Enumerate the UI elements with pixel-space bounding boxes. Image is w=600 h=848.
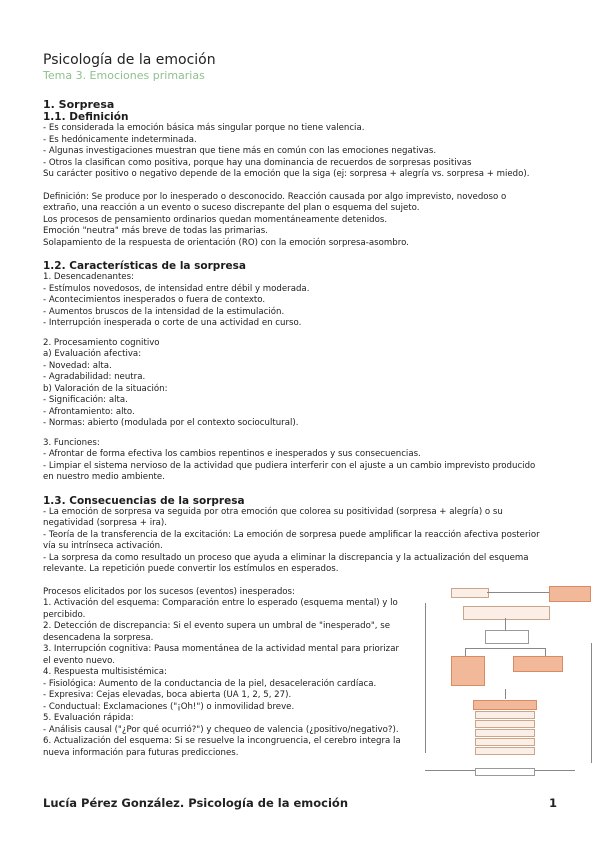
- text-line: - Conductual: Exclamaciones ("¡Oh!") o inmovilidad breve.: [43, 701, 295, 712]
- text-line: 4. Respuesta multisistémica:: [43, 667, 167, 677]
- text-line: 6. Actualización del esquema: Si se resuelve la incongruencia, el cerebro integra la: [43, 736, 401, 746]
- text-line: extraño, una reacción a un evento o suceso discrepante del plan o esquema del sujeto.: [43, 203, 420, 213]
- processes-list: [43, 587, 413, 760]
- text-line: a) Evaluación afectiva:: [43, 349, 142, 359]
- diagram-box: [473, 700, 537, 710]
- diagram-box: [475, 738, 535, 746]
- text-line: 5. Evaluación rápida:: [43, 713, 134, 723]
- text-line: - Limpiar el sistema nervioso de la actividad que pudiera interferir con el ajuste a un cambio imprevisto producido: [43, 460, 536, 471]
- text-line: 2. Detección de discrepancia: Si el evento supera un umbral de "inesperado", se: [43, 621, 391, 631]
- text-line: relevante. La repetición puede convertir los estímulos en esperados.: [43, 564, 339, 574]
- text-line: - La sorpresa da como resultado un proceso que ayuda a eliminar la discrepancia y la actualización del esquema: [43, 552, 529, 563]
- diagram-box: [549, 586, 591, 602]
- text-line: - Fisiológica: Aumento de la conductancia de la piel, desaceleración cardíaca.: [43, 678, 377, 689]
- text-line: - Afrontar de forma efectiva los cambios repentinos e inesperados y sus consecuencias.: [43, 449, 421, 459]
- diagram-box: [475, 720, 535, 728]
- text-line: 1. Activación del esquema: Comparación entre lo esperado (esquema mental) y lo: [43, 598, 398, 608]
- text-line: percibido.: [43, 609, 86, 620]
- text-line: - Acontecimientos inesperados o fuera de contexto.: [43, 295, 266, 305]
- text-line: - Teoría de la transferencia de la excitación: La emoción de sorpresa puede amplificar la reacción afectiva posterior: [43, 529, 540, 540]
- text-line: Emoción "neutra" más breve de todas las primarias.: [43, 226, 268, 236]
- text-line: Definición: Se produce por lo inesperado o desconocido. Reacción causada por algo imprevisto, novedoso o: [43, 191, 507, 202]
- text-line: - Expresiva: Cejas elevadas, boca abierta (UA 1, 2, 5, 27).: [43, 690, 292, 700]
- diagram-box: [451, 588, 489, 598]
- text-line: - Aumentos bruscos de la intensidad de la estimulación.: [43, 306, 285, 317]
- section-heading: 1. Sorpresa: [43, 98, 115, 111]
- text-line: - Análisis causal ("¿Por qué ocurrió?") y chequeo de valencia (¿positivo/negativo?).: [43, 724, 399, 735]
- text-line: - Es considerada la emoción básica más singular porque no tiene valencia.: [43, 123, 365, 133]
- text-line: nueva información para futuras predicciones.: [43, 747, 239, 758]
- document-title: Psicología de la emoción: [43, 52, 216, 68]
- text-line: 3. Funciones:: [43, 437, 100, 448]
- footer-author: Lucía Pérez González. Psicología de la emoción: [43, 796, 349, 810]
- text-line: - Algunas investigaciones muestran que tiene más en común con las emociones negativas.: [43, 146, 437, 156]
- text-line: - Significación: alta.: [43, 395, 128, 405]
- page-number: 1: [549, 796, 558, 810]
- text-line: Su carácter positivo o negativo depende de la emoción que la siga (ej: sorpresa + alegría vs. sorpresa + miedo).: [43, 169, 530, 179]
- diagram-box: [475, 768, 535, 776]
- text-line: Los procesos de pensamiento ordinarios quedan momentáneamente detenidos.: [43, 214, 388, 225]
- diagram-box: [451, 656, 485, 686]
- diagram-box: [475, 747, 535, 755]
- text-line: - Es hedónicamente indeterminada.: [43, 134, 197, 145]
- text-line: - Estímulos novedosos, de intensidad entre débil y moderada.: [43, 283, 310, 294]
- text-line: 2. Procesamiento cognitivo: [43, 337, 160, 348]
- text-line: desencadena la sorpresa.: [43, 632, 154, 643]
- text-line: en nuestro medio ambiente.: [43, 472, 165, 482]
- document-subtitle: Tema 3. Emociones primarias: [43, 69, 205, 82]
- text-line: - Otros la clasifican como positiva, porque hay una dominancia de recuerdos de sorpresas positivas: [43, 157, 472, 168]
- text-line: - Normas: abierto (modulada por el contexto sociocultural).: [43, 418, 299, 428]
- text-line: - Novedad: alta.: [43, 360, 112, 371]
- subsection-heading-consecuencias: 1.3. Consecuencias de la sorpresa: [43, 494, 245, 507]
- diagram-box: [513, 656, 563, 672]
- text-line: Solapamiento de la respuesta de orientación (RO) con la emoción sorpresa-asombro.: [43, 237, 409, 248]
- surprise-process-diagram: [423, 583, 600, 777]
- text-line: vía su intrínseca activación.: [43, 541, 163, 551]
- diagram-box: [485, 630, 529, 644]
- diagram-box: [475, 729, 535, 737]
- text-line: - La emoción de sorpresa va seguida por otra emoción que colorea su positividad (sorpresa + alegría) o su: [43, 506, 503, 517]
- diagram-box: [463, 606, 550, 620]
- text-line: el evento nuevo.: [43, 655, 115, 666]
- text-line: Procesos elicitados por los sucesos (eventos) inesperados:: [43, 586, 295, 597]
- diagram-box: [475, 711, 535, 719]
- subsection-heading-caracteristicas: 1.2. Características de la sorpresa: [43, 260, 246, 272]
- text-line: 3. Interrupción cognitiva: Pausa momentánea de la actividad mental para priorizar: [43, 644, 399, 654]
- text-line: - Afrontamiento: alto.: [43, 406, 135, 417]
- text-line: - Interrupción inesperada o corte de una actividad en curso.: [43, 318, 302, 328]
- text-line: b) Valoración de la situación:: [43, 383, 168, 394]
- text-line: - Agradabilidad: neutra.: [43, 372, 146, 382]
- text-line: negatividad (sorpresa + ira).: [43, 518, 167, 528]
- text-line: 1. Desencadenantes:: [43, 272, 134, 282]
- subsection-heading-definicion: 1.1. Definición: [43, 111, 129, 123]
